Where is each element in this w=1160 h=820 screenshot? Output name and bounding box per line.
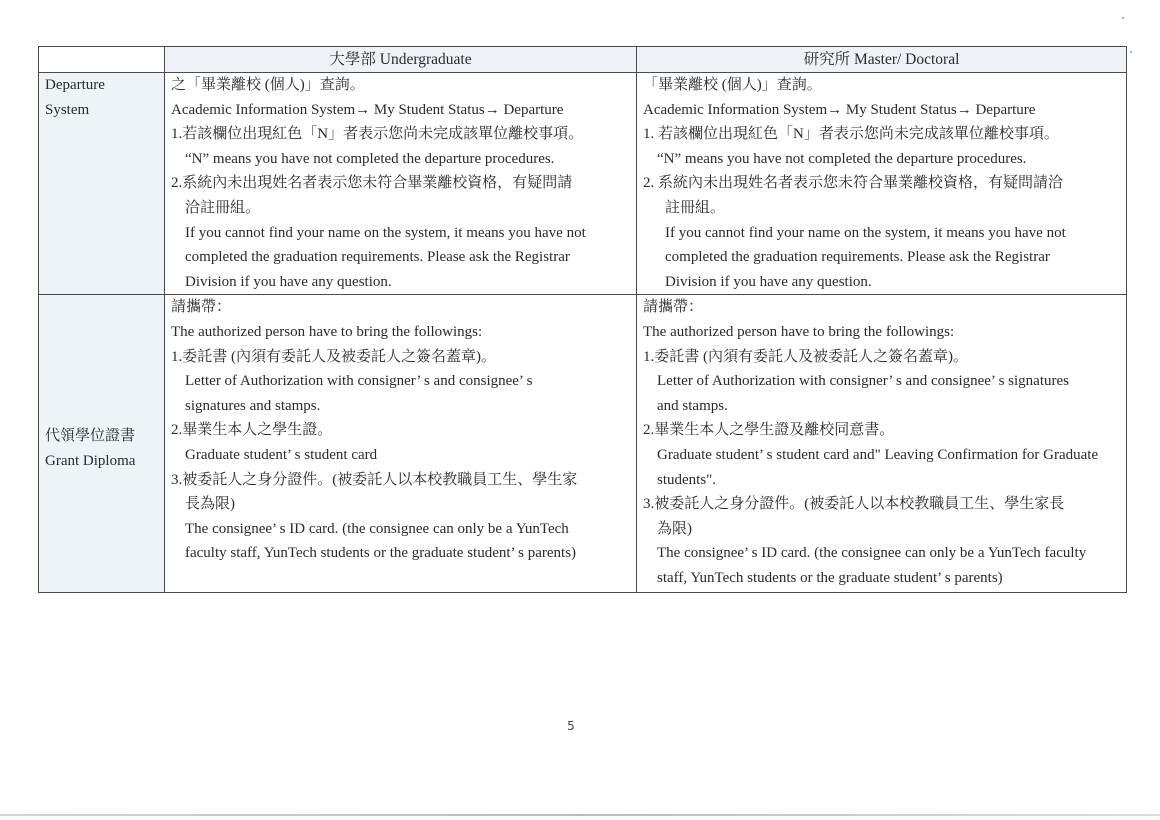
- scan-speck: [1122, 17, 1124, 19]
- cell-text-line: 1.委託書 (內須有委託人及被委託人之簽名蓋章)。: [643, 348, 968, 365]
- scan-edge-line: [0, 814, 1160, 816]
- cell-graduate-departure: [637, 73, 1127, 295]
- cell-text-line: Graduate student’ s student card and" Leaving Confirmation for Graduate: [657, 446, 1099, 463]
- table-header-row: [39, 47, 1127, 73]
- cell-text-line: 「畢業離校 (個人)」查詢。: [643, 77, 822, 93]
- cell-text-line: 1. 若該欄位出現紅色「N」者表示您尚未完成該單位離校事項。: [643, 126, 1059, 143]
- scan-speck: [1130, 51, 1132, 53]
- row-label-departure-system: [39, 73, 165, 295]
- cell-undergraduate-departure: [165, 73, 637, 295]
- cell-text-line: Academic Information System→ My Student Status→ Departure: [171, 101, 564, 118]
- cell-text-line: Letter of Authorization with consigner’ s and consignee’ s signatures: [657, 373, 1069, 390]
- cell-text-line: 1.委託書 (內須有委託人及被委託人之簽名蓋章)。: [171, 348, 496, 365]
- row-label-line: Grant Diploma: [45, 452, 136, 469]
- cell-graduate-diploma: [637, 295, 1127, 593]
- cell-text-line: faculty staff, YunTech students or the graduate student’ s parents): [185, 545, 577, 562]
- table-row-grant-diploma: [39, 295, 1127, 593]
- header-undergraduate: 大學部 Undergraduate: [165, 47, 637, 73]
- cell-text-line: The consignee’ s ID card. (the consignee can only be a YunTech: [185, 520, 569, 537]
- cell-text-line: staff, YunTech students or the graduate student’ s parents): [657, 569, 1003, 586]
- cell-text-line: 3.被委託人之身分證件。(被委託人以本校教職員工生、學生家: [171, 471, 578, 488]
- cell-text-line: If you cannot find your name on the system, it means you have not: [665, 224, 1066, 241]
- cell-text-line: The consignee’ s ID card. (the consignee can only be a YunTech faculty: [657, 545, 1087, 562]
- page-number: 5: [567, 719, 575, 733]
- cell-text-line: The authorized person have to bring the followings:: [643, 323, 955, 340]
- cell-text-line: 2. 系統內未出現姓名者表示您未符合畢業離校資格，有疑問請洽: [643, 175, 1064, 192]
- cell-text-line: Graduate student’ s student card: [185, 446, 378, 463]
- header-graduate: 研究所 Master/ Doctoral: [637, 47, 1127, 73]
- cell-text-line: 請攜帶：: [171, 299, 232, 316]
- cell-text-line: “N” means you have not completed the departure procedures.: [185, 150, 555, 167]
- cell-text-line: Letter of Authorization with consigner’ s and consignee’ s: [185, 373, 533, 390]
- cell-text-line: completed the graduation requirements. Please ask the Registrar: [665, 249, 1050, 266]
- cell-text-line: 之「畢業離校 (個人)」查詢。: [171, 77, 365, 93]
- cell-text-line: 2.系統內未出現姓名者表示您未符合畢業離校資格，有疑問請: [171, 175, 573, 192]
- cell-text-line: 請攜帶：: [643, 299, 704, 316]
- cell-text-line: 3.被委託人之身分證件。(被委託人以本校教職員工生、學生家長: [643, 496, 1065, 513]
- cell-text-line: 1.若該欄位出現紅色「N」者表示您尚未完成該單位離校事項。: [171, 126, 584, 143]
- cell-text-line: 洽註冊組。: [185, 199, 261, 216]
- cell-undergraduate-diploma: [165, 295, 637, 593]
- cell-text-line: signatures and stamps.: [185, 397, 321, 414]
- cell-text-line: “N” means you have not completed the departure procedures.: [657, 150, 1027, 167]
- cell-text-line: 2.畢業生本人之學生證。: [171, 422, 333, 439]
- cell-text-line: Division if you have any question.: [185, 273, 392, 290]
- cell-text-line: 為限): [657, 520, 692, 537]
- cell-text-line: 長為限): [185, 496, 235, 513]
- cell-text-line: 2.畢業生本人之學生證及離校同意書。: [643, 422, 895, 439]
- cell-text-line: Academic Information System→ My Student Status→ Departure: [643, 101, 1036, 118]
- row-label-grant-diploma: [39, 295, 165, 593]
- row-label-line: System: [45, 101, 90, 118]
- row-label-line: 代領學位證書: [45, 428, 136, 445]
- cell-text-line: The authorized person have to bring the followings:: [171, 323, 483, 340]
- departure-info-table: [38, 46, 1127, 593]
- table-row-departure-system: [39, 73, 1127, 295]
- cell-text-line: students".: [657, 471, 717, 488]
- header-corner-cell: [39, 47, 165, 73]
- cell-text-line: 註冊組。: [665, 199, 726, 216]
- cell-text-line: completed the graduation requirements. Please ask the Registrar: [185, 249, 570, 266]
- cell-text-line: and stamps.: [657, 397, 728, 414]
- cell-text-line: Division if you have any question.: [665, 273, 872, 290]
- row-label-line: Departure: [45, 77, 105, 93]
- cell-text-line: If you cannot find your name on the system, it means you have not: [185, 224, 586, 241]
